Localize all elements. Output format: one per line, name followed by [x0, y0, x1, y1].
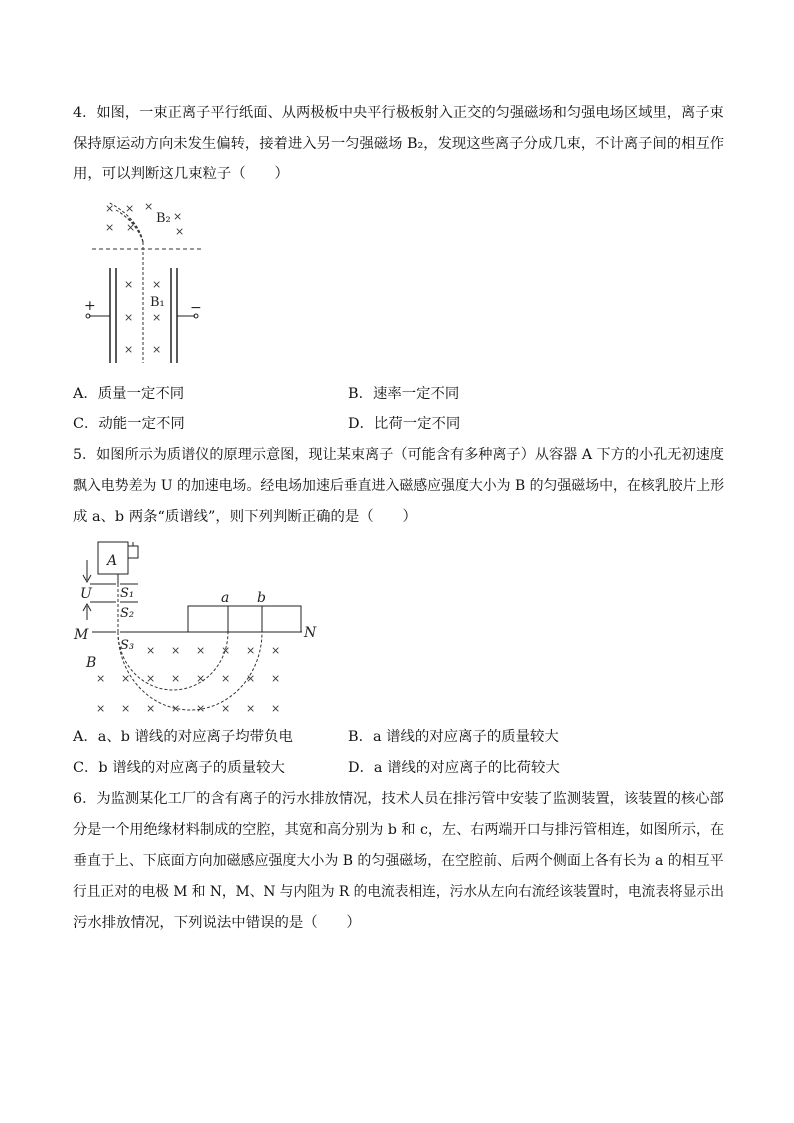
q6-text-line-2: 分是一个用绝缘材料制成的空腔，其宽和高分别为 b 和 c，左、右两端开口与排污管相连，如图所示，在 [73, 822, 725, 838]
q5-option-d: D．a 谱线的对应离子的比荷较大 [348, 760, 560, 776]
q4-text-line-2: 保持原运动方向未发生偏转，接着进入另一匀强磁场 B₂，发现这些离子分成几束，不计离子间的相互作 [73, 136, 725, 152]
q5-text-line-1: 5．如图所示为质谱仪的原理示意图，现让某束离子（可能含有多种离子）从容器 A 下方的小孔无初速度 [73, 447, 724, 463]
container-a-label: A [107, 553, 118, 569]
q5-mass-spectrometer-figure [70, 536, 330, 721]
cross-mark: × [96, 702, 106, 715]
cross-mark: × [246, 702, 256, 715]
q5-text-line-2: 飘入电势差为 U 的加速电场。经电场加速后垂直进入磁感应强度大小为 B 的匀强磁场中，在核乳胶片上形 [73, 478, 725, 494]
cross-mark: × [146, 644, 156, 657]
q4-velocity-selector-figure [80, 198, 210, 368]
cross-mark: × [124, 343, 134, 356]
cross-mark: × [196, 672, 206, 685]
cross-mark: × [271, 644, 281, 657]
cross-mark: × [221, 644, 231, 657]
line-a-label: a [221, 590, 230, 606]
cross-mark: × [96, 672, 106, 685]
cross-mark: × [146, 702, 156, 715]
cross-mark: × [221, 702, 231, 715]
cross-mark: × [146, 672, 156, 685]
cross-mark: × [126, 221, 136, 234]
plus-terminal-label: + [84, 298, 96, 314]
q4-option-d: D．比荷一定不同 [348, 416, 461, 432]
line-b-label: b [257, 590, 266, 606]
q6-text-line-4: 行且正对的电极 M 和 N，M、N 与内阻为 R 的电流表相连，污水从左向右流经该装置时，电流表将显示出 [73, 884, 724, 900]
q4-option-c: C．动能一定不同 [73, 416, 185, 432]
q4-option-a: A．质量一定不同 [73, 386, 185, 402]
cross-mark: × [105, 221, 115, 234]
cross-mark: × [152, 343, 162, 356]
field-b-label: B [86, 655, 97, 671]
cross-mark: × [121, 672, 131, 685]
b2-label: B₂ [156, 211, 171, 226]
cross-mark: × [124, 278, 134, 291]
cross-mark: × [271, 702, 281, 715]
cross-mark: × [221, 672, 231, 685]
s2-label: S₂ [120, 606, 135, 621]
cross-mark: × [171, 644, 181, 657]
minus-terminal-label: − [190, 300, 202, 316]
voltage-u-label: U [80, 586, 92, 602]
s1-label: S₁ [120, 586, 135, 601]
q5-text-line-3: 成 a、b 两条“质谱线”，则下列判断正确的是（ ） [73, 509, 417, 525]
q5-option-c: C．b 谱线的对应离子的质量较大 [73, 760, 285, 776]
q5-option-b: B．a 谱线的对应离子的质量较大 [348, 729, 559, 745]
cross-mark: × [171, 702, 181, 715]
cross-mark: × [105, 202, 115, 215]
q6-text-line-3: 垂直于上、下底面方向加磁感应强度大小为 B 的匀强磁场，在空腔前、后两个侧面上各有长为 a 的相互平 [73, 853, 724, 869]
cross-mark: × [246, 644, 256, 657]
cross-mark: × [152, 311, 162, 324]
cross-mark: × [173, 210, 183, 223]
cross-mark: × [196, 702, 206, 715]
n-label: N [304, 625, 317, 641]
m-label: M [74, 627, 89, 643]
cross-mark: × [175, 225, 185, 238]
cross-mark: × [196, 644, 206, 657]
q4-text-line-1: 4．如图，一束正离子平行纸面、从两极板中央平行极板射入正交的匀强磁场和匀强电场区域里，离子束 [73, 105, 724, 121]
cross-mark: × [144, 200, 154, 213]
s3-label: S₃ [120, 638, 135, 653]
q6-text-line-5: 污水排放情况，下列说法中错误的是（ ） [73, 915, 361, 931]
q6-text-line-1: 6．为监测某化工厂的含有离子的污水排放情况，技术人员在排污管中安装了监测装置，该装置的核心部 [73, 791, 724, 807]
cross-mark: × [125, 202, 135, 215]
cross-mark: × [171, 672, 181, 685]
q4-option-b: B．速率一定不同 [348, 386, 460, 402]
b1-label: B₁ [150, 295, 165, 310]
cross-mark: × [246, 672, 256, 685]
q4-text-line-3: 用，可以判断这几束粒子（ ） [73, 166, 289, 182]
cross-mark: × [124, 311, 134, 324]
q5-option-a: A．a、b 谱线的对应离子均带负电 [73, 729, 293, 745]
cross-mark: × [121, 702, 131, 715]
cross-mark: × [152, 278, 162, 291]
cross-mark: × [271, 672, 281, 685]
